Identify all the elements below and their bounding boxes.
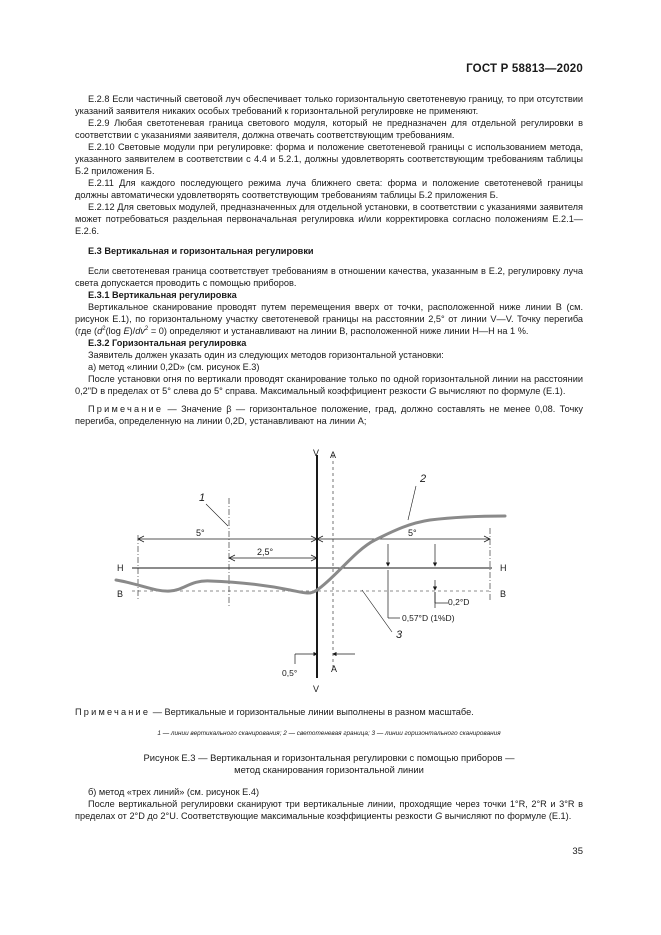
leader-1: [206, 504, 228, 526]
label-1: 1: [199, 492, 206, 504]
method-b-text-part1: После вертикальной регулировки сканируют три вертикальные линии, проходящие через точки 1°R, 2°R и 3°R в пределах от 2°D до 2°U. Соответствующие максимальные коэффициенты резкости: [75, 799, 583, 821]
method-b-g: G: [435, 811, 443, 821]
leader-3: [362, 590, 392, 632]
note-1-text: — Значение β — горизонтальное положение, град, должно составлять не менее 0,08. Точку перегиба, определенную на линии 0,2D, устанавливают на линии А;: [75, 404, 583, 426]
label-b-right: B: [500, 589, 507, 599]
label-5-left: 5°: [196, 528, 205, 538]
label-a-top: A: [330, 450, 337, 460]
note-1: [75, 403, 583, 427]
formula-e: E: [123, 326, 130, 336]
method-b-block: [75, 786, 583, 822]
cutoff-line: [116, 516, 505, 593]
leader-2: [408, 486, 416, 520]
label-2: 2: [420, 473, 427, 485]
formula-div: )/: [129, 326, 136, 336]
note-2-label: Примечание: [75, 707, 151, 717]
formula-d: d: [97, 326, 103, 336]
label-0-57d: 0,57°D (1%D): [402, 613, 455, 623]
label-0-5: 0,5°: [282, 668, 298, 678]
main-text: [75, 93, 583, 427]
method-b-text: [75, 798, 583, 822]
section-heading-e3-2: Е.3.2 Горизонтальная регулировка: [88, 338, 247, 348]
label-v-bottom: V: [313, 684, 320, 694]
figure-caption: [75, 752, 583, 776]
caption-line-2: метод сканирования горизонтальной линии: [234, 764, 424, 775]
method-b-heading: б) метод «трех линий» (см. рисунок Е.4): [88, 787, 260, 797]
label-0-2d: 0,2°D: [448, 597, 470, 607]
formula-sup: 2: [102, 325, 106, 332]
paragraph-e2-12: Е.2.12 Для световых модулей, предназначенных для отдельной установки, в соответствии с указаниями заявителя может потребоваться раздельная первоначальная регулировка и/или корректировка согласно положениям Е.2.1—Е.2.6.: [75, 202, 583, 236]
method-a-text-part1: После установки огня по вертикали проводят сканирование только по одной горизонтальной линии на расстоянии 0,2"D в пределах от 5° слева до 5° справа. Максимальный коэффициент резкости: [75, 374, 583, 396]
note-2-text: — Вертикальные и горизонтальные линии выполнены в разном масштабе.: [150, 707, 474, 717]
method-a-text-part2: вычисляют по формуле (Е.1).: [436, 386, 566, 396]
paragraph-e3-2: Заявитель должен указать один из следующих методов горизонтальной установки:: [88, 350, 444, 360]
method-b-text-part2: вычисляют по формуле (Е.1).: [442, 811, 572, 821]
paragraph-e3-1-part-b: = 0) определяют и устанавливают на линии В, расположенной ниже линии Н—Н на 1 %.: [148, 326, 529, 336]
figure-e3-diagram: [110, 440, 530, 698]
figure-legend: 1 — линии вертикального сканирования; 2 — светотеневая граница; 3 — линии горизонтального сканирования: [157, 730, 501, 737]
method-a-heading: а) метод «линии 0,2D» (см. рисунок Е.3): [88, 362, 260, 372]
formula-log: (log: [105, 326, 124, 336]
document-id: ГОСТ Р 58813—2020: [466, 63, 583, 75]
paragraph-e3-1-part-a: Вертикальное сканирование проводят путем перемещения вверх от точки, расположенной ниже линии В (см. рисунок Е.1), по горизонтальному участку светотеневой границы на расстоянии 2,5° от линии V—V. Точку перегиба (где (: [75, 302, 583, 336]
label-h-left: H: [117, 563, 124, 573]
method-a-g: G: [429, 386, 437, 396]
paragraph-e2-8: Е.2.8 Если частичный световой луч обеспечивает только горизонтальную светотеневую границу, то при отсутствии указаний заявителя никаких особых требований к горизонтальной регулировке не применяют.: [75, 94, 583, 116]
formula-sup2: 2: [144, 325, 149, 332]
paragraph-e3-1: [75, 301, 583, 337]
label-a-bottom: A: [331, 664, 338, 674]
section-heading-e3: Е.3 Вертикальная и горизонтальная регулировки: [88, 246, 314, 256]
note-1-label: Примечание: [88, 404, 164, 414]
caption-line-1: Рисунок Е.3 — Вертикальная и горизонтальная регулировки с помощью приборов —: [143, 752, 515, 763]
label-b-left: B: [117, 589, 124, 599]
paragraph-e3: Если светотеневая граница соответствует требованиям в отношении качества, указанным в Е.2, регулировку луча света допускается проводить с помощью приборов.: [75, 266, 583, 288]
label-h-right: H: [500, 563, 507, 573]
formula-dv: dv: [135, 326, 145, 336]
label-3: 3: [396, 629, 403, 641]
method-a-text: [75, 373, 583, 397]
label-5-right: 5°: [408, 528, 417, 538]
note-2: [75, 706, 583, 718]
paragraph-e2-9: Е.2.9 Любая светотеневая граница светового модуля, который не предназначен для отдельной регулировки в соответствии с указаниями заявителя, должна отвечать соответствующим требованиям.: [75, 118, 583, 140]
page-number: 35: [572, 846, 583, 857]
label-v-top: V: [313, 448, 320, 458]
paragraph-e2-10: Е.2.10 Световые модули при регулировке: форма и положение светотеневой границы с использованием метода, указанного заявителем в соответствии с 4.4 и 5.2.1, должны удовлетворять соответствующим требованиям таблицы Б.2 приложения Б.: [75, 142, 583, 176]
paragraph-e2-11: Е.2.11 Для каждого последующего режима луча ближнего света: форма и положение светотеневой границы должны автоматически удовлетворять соответствующим требованиям таблицы Б.2 приложения Б.: [75, 178, 583, 200]
label-2-5: 2,5°: [257, 547, 274, 557]
section-heading-e3-1: Е.3.1 Вертикальная регулировка: [88, 290, 237, 300]
